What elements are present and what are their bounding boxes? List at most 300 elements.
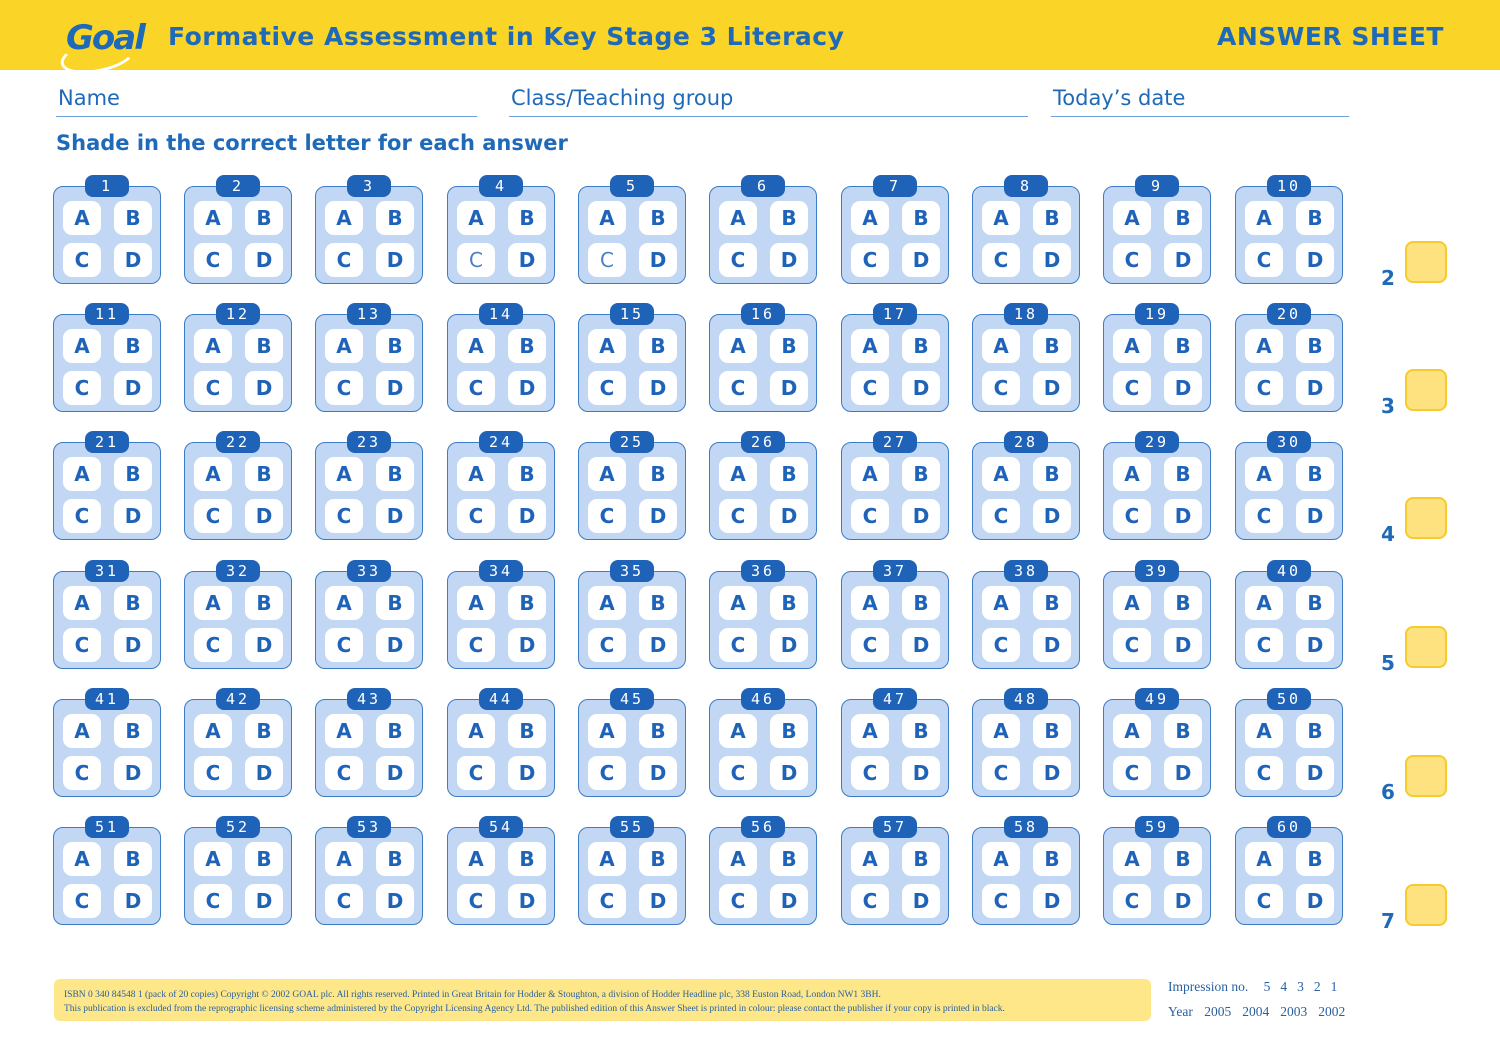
option-d-bubble[interactable]: D bbox=[1033, 243, 1071, 277]
question-1 bbox=[53, 177, 161, 284]
option-d-bubble[interactable]: D bbox=[770, 756, 808, 790]
answer-sheet-label: ANSWER SHEET bbox=[1216, 22, 1444, 51]
option-a-bubble[interactable]: A bbox=[1245, 457, 1283, 491]
option-b-bubble[interactable]: B bbox=[639, 842, 677, 876]
option-d-bubble[interactable]: D bbox=[245, 371, 283, 405]
option-a-bubble[interactable]: A bbox=[982, 586, 1020, 620]
question-number: 24 bbox=[479, 431, 523, 453]
option-a-bubble[interactable]: A bbox=[588, 586, 626, 620]
question-21 bbox=[53, 433, 161, 540]
option-c-bubble[interactable]: C bbox=[63, 371, 101, 405]
option-a-bubble[interactable]: A bbox=[1113, 714, 1151, 748]
score-box[interactable] bbox=[1405, 497, 1447, 539]
option-c-bubble[interactable]: C bbox=[457, 499, 495, 533]
question-47 bbox=[841, 690, 949, 797]
option-c-bubble[interactable]: C bbox=[1245, 756, 1283, 790]
option-a-bubble[interactable]: A bbox=[325, 842, 363, 876]
option-a-bubble[interactable]: A bbox=[719, 201, 757, 235]
option-b-bubble[interactable]: B bbox=[114, 457, 152, 491]
question-41 bbox=[53, 690, 161, 797]
option-c-bubble[interactable]: C bbox=[63, 884, 101, 918]
score-label: 4 bbox=[1381, 522, 1395, 546]
option-d-bubble[interactable]: D bbox=[1033, 499, 1071, 533]
option-b-bubble[interactable]: B bbox=[1033, 842, 1071, 876]
question-number: 7 bbox=[873, 175, 917, 197]
score-box[interactable] bbox=[1405, 626, 1447, 668]
option-d-bubble[interactable]: D bbox=[1164, 243, 1202, 277]
question-39 bbox=[1103, 562, 1211, 669]
option-c-bubble[interactable]: C bbox=[1245, 243, 1283, 277]
question-number: 40 bbox=[1267, 560, 1311, 582]
option-b-bubble[interactable]: B bbox=[770, 714, 808, 748]
option-c-bubble[interactable]: C bbox=[457, 884, 495, 918]
question-57 bbox=[841, 818, 949, 925]
option-c-bubble[interactable]: C bbox=[63, 756, 101, 790]
date-label: Today’s date bbox=[1053, 86, 1186, 110]
option-a-bubble[interactable]: A bbox=[1113, 457, 1151, 491]
option-c-bubble[interactable]: C bbox=[719, 884, 757, 918]
option-c-bubble[interactable]: C bbox=[457, 628, 495, 662]
option-d-bubble[interactable]: D bbox=[1033, 371, 1071, 405]
option-d-bubble[interactable]: D bbox=[376, 371, 414, 405]
option-c-bubble[interactable]: C bbox=[325, 628, 363, 662]
option-d-bubble[interactable]: D bbox=[639, 243, 677, 277]
option-c-bubble[interactable]: C bbox=[325, 884, 363, 918]
option-d-bubble[interactable]: D bbox=[1033, 628, 1071, 662]
option-a-bubble[interactable]: A bbox=[851, 329, 889, 363]
option-d-bubble[interactable]: D bbox=[902, 884, 940, 918]
option-b-bubble[interactable]: B bbox=[1296, 714, 1334, 748]
option-a-bubble[interactable]: A bbox=[63, 714, 101, 748]
option-a-bubble[interactable]: A bbox=[588, 201, 626, 235]
option-a-bubble[interactable]: A bbox=[325, 201, 363, 235]
option-c-bubble[interactable]: C bbox=[325, 756, 363, 790]
question-number: 41 bbox=[85, 688, 129, 710]
option-c-bubble[interactable]: C bbox=[719, 628, 757, 662]
option-c-bubble[interactable]: C bbox=[1113, 756, 1151, 790]
option-d-bubble[interactable]: D bbox=[902, 628, 940, 662]
option-b-bubble[interactable]: B bbox=[1164, 201, 1202, 235]
question-44 bbox=[447, 690, 555, 797]
option-a-bubble[interactable]: A bbox=[588, 457, 626, 491]
option-d-bubble[interactable]: D bbox=[902, 243, 940, 277]
question-43 bbox=[315, 690, 423, 797]
option-b-bubble[interactable]: B bbox=[508, 329, 546, 363]
question-number: 13 bbox=[347, 303, 391, 325]
option-a-bubble[interactable]: A bbox=[982, 201, 1020, 235]
option-b-bubble[interactable]: B bbox=[1164, 586, 1202, 620]
option-c-bubble[interactable]: C bbox=[1113, 628, 1151, 662]
option-c-bubble[interactable]: C bbox=[457, 243, 495, 277]
option-d-bubble[interactable]: D bbox=[1164, 628, 1202, 662]
option-c-bubble[interactable]: C bbox=[851, 884, 889, 918]
option-a-bubble[interactable]: A bbox=[1245, 714, 1283, 748]
option-c-bubble[interactable]: C bbox=[588, 756, 626, 790]
option-d-bubble[interactable]: D bbox=[114, 884, 152, 918]
option-b-bubble[interactable]: B bbox=[508, 586, 546, 620]
option-b-bubble[interactable]: B bbox=[1296, 457, 1334, 491]
option-c-bubble[interactable]: C bbox=[588, 371, 626, 405]
option-b-bubble[interactable]: B bbox=[114, 329, 152, 363]
option-c-bubble[interactable]: C bbox=[1245, 499, 1283, 533]
option-c-bubble[interactable]: C bbox=[588, 243, 626, 277]
option-b-bubble[interactable]: B bbox=[245, 842, 283, 876]
option-d-bubble[interactable]: D bbox=[639, 756, 677, 790]
option-a-bubble[interactable]: A bbox=[63, 586, 101, 620]
question-46 bbox=[709, 690, 817, 797]
question-15 bbox=[578, 305, 686, 412]
option-b-bubble[interactable]: B bbox=[639, 329, 677, 363]
option-d-bubble[interactable]: D bbox=[508, 243, 546, 277]
option-d-bubble[interactable]: D bbox=[114, 756, 152, 790]
option-a-bubble[interactable]: A bbox=[982, 457, 1020, 491]
option-a-bubble[interactable]: A bbox=[457, 201, 495, 235]
score-label: 6 bbox=[1381, 780, 1395, 804]
question-4 bbox=[447, 177, 555, 284]
question-number: 50 bbox=[1267, 688, 1311, 710]
option-d-bubble[interactable]: D bbox=[245, 884, 283, 918]
option-a-bubble[interactable]: A bbox=[982, 329, 1020, 363]
option-a-bubble[interactable]: A bbox=[851, 842, 889, 876]
header-bar bbox=[0, 0, 1500, 70]
option-b-bubble[interactable]: B bbox=[508, 201, 546, 235]
option-a-bubble[interactable]: A bbox=[194, 842, 232, 876]
option-c-bubble[interactable]: C bbox=[325, 499, 363, 533]
option-c-bubble[interactable]: C bbox=[1245, 884, 1283, 918]
option-b-bubble[interactable]: B bbox=[1033, 586, 1071, 620]
option-d-bubble[interactable]: D bbox=[245, 756, 283, 790]
option-b-bubble[interactable]: B bbox=[114, 842, 152, 876]
question-number: 4 bbox=[479, 175, 523, 197]
question-29 bbox=[1103, 433, 1211, 540]
option-d-bubble[interactable]: D bbox=[770, 371, 808, 405]
option-b-bubble[interactable]: B bbox=[1296, 586, 1334, 620]
question-number: 5 bbox=[610, 175, 654, 197]
option-a-bubble[interactable]: A bbox=[1113, 842, 1151, 876]
option-d-bubble[interactable]: D bbox=[1296, 756, 1334, 790]
option-c-bubble[interactable]: C bbox=[982, 756, 1020, 790]
question-number: 34 bbox=[479, 560, 523, 582]
option-b-bubble[interactable]: B bbox=[114, 714, 152, 748]
option-d-bubble[interactable]: D bbox=[376, 628, 414, 662]
option-b-bubble[interactable]: B bbox=[639, 457, 677, 491]
option-d-bubble[interactable]: D bbox=[114, 371, 152, 405]
option-c-bubble[interactable]: C bbox=[982, 371, 1020, 405]
option-d-bubble[interactable]: D bbox=[1164, 499, 1202, 533]
option-c-bubble[interactable]: C bbox=[982, 628, 1020, 662]
option-c-bubble[interactable]: C bbox=[588, 499, 626, 533]
option-a-bubble[interactable]: A bbox=[457, 842, 495, 876]
option-c-bubble[interactable]: C bbox=[982, 243, 1020, 277]
score-box[interactable] bbox=[1405, 369, 1447, 411]
option-c-bubble[interactable]: C bbox=[851, 371, 889, 405]
impression-label: Impression no. bbox=[1168, 979, 1249, 994]
question-number: 2 bbox=[216, 175, 260, 197]
option-d-bubble[interactable]: D bbox=[902, 756, 940, 790]
option-c-bubble[interactable]: C bbox=[194, 499, 232, 533]
option-a-bubble[interactable]: A bbox=[588, 714, 626, 748]
option-b-bubble[interactable]: B bbox=[376, 586, 414, 620]
option-a-bubble[interactable]: A bbox=[325, 714, 363, 748]
option-b-bubble[interactable]: B bbox=[1296, 329, 1334, 363]
option-d-bubble[interactable]: D bbox=[1164, 756, 1202, 790]
question-number: 21 bbox=[85, 431, 129, 453]
option-a-bubble[interactable]: A bbox=[325, 586, 363, 620]
option-c-bubble[interactable]: C bbox=[63, 628, 101, 662]
option-c-bubble[interactable]: C bbox=[194, 756, 232, 790]
question-53 bbox=[315, 818, 423, 925]
option-b-bubble[interactable]: B bbox=[245, 714, 283, 748]
question-30 bbox=[1235, 433, 1343, 540]
option-b-bubble[interactable]: B bbox=[114, 201, 152, 235]
option-c-bubble[interactable]: C bbox=[851, 756, 889, 790]
option-d-bubble[interactable]: D bbox=[770, 628, 808, 662]
option-d-bubble[interactable]: D bbox=[376, 243, 414, 277]
option-a-bubble[interactable]: A bbox=[719, 329, 757, 363]
option-c-bubble[interactable]: C bbox=[851, 243, 889, 277]
option-a-bubble[interactable]: A bbox=[457, 329, 495, 363]
option-d-bubble[interactable]: D bbox=[1296, 243, 1334, 277]
option-d-bubble[interactable]: D bbox=[770, 243, 808, 277]
option-d-bubble[interactable]: D bbox=[639, 884, 677, 918]
option-d-bubble[interactable]: D bbox=[376, 884, 414, 918]
option-d-bubble[interactable]: D bbox=[1296, 499, 1334, 533]
option-a-bubble[interactable]: A bbox=[1113, 586, 1151, 620]
year-number: 2003 bbox=[1280, 1004, 1308, 1019]
option-d-bubble[interactable]: D bbox=[508, 499, 546, 533]
option-a-bubble[interactable]: A bbox=[325, 329, 363, 363]
option-b-bubble[interactable]: B bbox=[508, 842, 546, 876]
option-b-bubble[interactable]: B bbox=[245, 201, 283, 235]
option-d-bubble[interactable]: D bbox=[245, 499, 283, 533]
option-b-bubble[interactable]: B bbox=[1033, 201, 1071, 235]
option-c-bubble[interactable]: C bbox=[194, 628, 232, 662]
option-d-bubble[interactable]: D bbox=[902, 499, 940, 533]
option-c-bubble[interactable]: C bbox=[719, 371, 757, 405]
option-b-bubble[interactable]: B bbox=[902, 201, 940, 235]
score-box[interactable] bbox=[1405, 884, 1447, 926]
option-d-bubble[interactable]: D bbox=[1164, 371, 1202, 405]
option-c-bubble[interactable]: C bbox=[1113, 243, 1151, 277]
option-d-bubble[interactable]: D bbox=[508, 371, 546, 405]
question-number: 46 bbox=[741, 688, 785, 710]
option-b-bubble[interactable]: B bbox=[770, 586, 808, 620]
option-d-bubble[interactable]: D bbox=[376, 756, 414, 790]
option-d-bubble[interactable]: D bbox=[245, 628, 283, 662]
option-a-bubble[interactable]: A bbox=[851, 714, 889, 748]
option-d-bubble[interactable]: D bbox=[639, 499, 677, 533]
option-c-bubble[interactable]: C bbox=[851, 499, 889, 533]
option-c-bubble[interactable]: C bbox=[63, 499, 101, 533]
option-d-bubble[interactable]: D bbox=[639, 628, 677, 662]
option-b-bubble[interactable]: B bbox=[1033, 329, 1071, 363]
option-d-bubble[interactable]: D bbox=[639, 371, 677, 405]
option-b-bubble[interactable]: B bbox=[1164, 457, 1202, 491]
option-d-bubble[interactable]: D bbox=[1296, 884, 1334, 918]
option-d-bubble[interactable]: D bbox=[770, 499, 808, 533]
date-field[interactable] bbox=[1051, 84, 1349, 117]
question-number: 36 bbox=[741, 560, 785, 582]
option-a-bubble[interactable]: A bbox=[457, 457, 495, 491]
question-number: 54 bbox=[479, 816, 523, 838]
option-c-bubble[interactable]: C bbox=[457, 756, 495, 790]
option-a-bubble[interactable]: A bbox=[851, 457, 889, 491]
option-c-bubble[interactable]: C bbox=[719, 756, 757, 790]
option-a-bubble[interactable]: A bbox=[719, 586, 757, 620]
option-a-bubble[interactable]: A bbox=[63, 201, 101, 235]
option-b-bubble[interactable]: B bbox=[1296, 842, 1334, 876]
option-a-bubble[interactable]: A bbox=[63, 842, 101, 876]
option-c-bubble[interactable]: C bbox=[719, 499, 757, 533]
option-b-bubble[interactable]: B bbox=[1033, 457, 1071, 491]
option-c-bubble[interactable]: C bbox=[194, 884, 232, 918]
option-b-bubble[interactable]: B bbox=[639, 201, 677, 235]
option-d-bubble[interactable]: D bbox=[1296, 628, 1334, 662]
option-b-bubble[interactable]: B bbox=[114, 586, 152, 620]
question-number: 27 bbox=[873, 431, 917, 453]
option-c-bubble[interactable]: C bbox=[982, 499, 1020, 533]
option-c-bubble[interactable]: C bbox=[1245, 628, 1283, 662]
option-b-bubble[interactable]: B bbox=[508, 714, 546, 748]
option-b-bubble[interactable]: B bbox=[639, 586, 677, 620]
option-d-bubble[interactable]: D bbox=[245, 243, 283, 277]
option-a-bubble[interactable]: A bbox=[1113, 201, 1151, 235]
score-box[interactable] bbox=[1405, 241, 1447, 283]
option-a-bubble[interactable]: A bbox=[851, 201, 889, 235]
option-c-bubble[interactable]: C bbox=[851, 628, 889, 662]
question-number: 19 bbox=[1135, 303, 1179, 325]
option-d-bubble[interactable]: D bbox=[902, 371, 940, 405]
option-c-bubble[interactable]: C bbox=[325, 371, 363, 405]
option-c-bubble[interactable]: C bbox=[982, 884, 1020, 918]
option-d-bubble[interactable]: D bbox=[770, 884, 808, 918]
impression-number: 3 bbox=[1297, 979, 1304, 994]
class-group-field[interactable] bbox=[509, 84, 1028, 117]
option-c-bubble[interactable]: C bbox=[325, 243, 363, 277]
option-b-bubble[interactable]: B bbox=[770, 329, 808, 363]
option-d-bubble[interactable]: D bbox=[114, 499, 152, 533]
option-b-bubble[interactable]: B bbox=[245, 329, 283, 363]
option-a-bubble[interactable]: A bbox=[194, 714, 232, 748]
option-b-bubble[interactable]: B bbox=[245, 457, 283, 491]
option-b-bubble[interactable]: B bbox=[902, 329, 940, 363]
option-b-bubble[interactable]: B bbox=[902, 714, 940, 748]
question-number: 25 bbox=[610, 431, 654, 453]
option-a-bubble[interactable]: A bbox=[1113, 329, 1151, 363]
option-a-bubble[interactable]: A bbox=[982, 842, 1020, 876]
question-number: 44 bbox=[479, 688, 523, 710]
option-b-bubble[interactable]: B bbox=[376, 457, 414, 491]
option-b-bubble[interactable]: B bbox=[770, 842, 808, 876]
option-b-bubble[interactable]: B bbox=[245, 586, 283, 620]
option-b-bubble[interactable]: B bbox=[770, 457, 808, 491]
option-a-bubble[interactable]: A bbox=[1245, 842, 1283, 876]
question-25 bbox=[578, 433, 686, 540]
option-a-bubble[interactable]: A bbox=[588, 329, 626, 363]
option-a-bubble[interactable]: A bbox=[325, 457, 363, 491]
option-c-bubble[interactable]: C bbox=[588, 628, 626, 662]
option-a-bubble[interactable]: A bbox=[63, 457, 101, 491]
question-number: 29 bbox=[1135, 431, 1179, 453]
question-10 bbox=[1235, 177, 1343, 284]
option-b-bubble[interactable]: B bbox=[902, 457, 940, 491]
option-a-bubble[interactable]: A bbox=[194, 201, 232, 235]
option-a-bubble[interactable]: A bbox=[457, 586, 495, 620]
option-c-bubble[interactable]: C bbox=[457, 371, 495, 405]
question-number: 42 bbox=[216, 688, 260, 710]
option-c-bubble[interactable]: C bbox=[1245, 371, 1283, 405]
option-d-bubble[interactable]: D bbox=[1033, 884, 1071, 918]
option-d-bubble[interactable]: D bbox=[508, 756, 546, 790]
option-c-bubble[interactable]: C bbox=[588, 884, 626, 918]
option-a-bubble[interactable]: A bbox=[719, 842, 757, 876]
option-c-bubble[interactable]: C bbox=[63, 243, 101, 277]
option-d-bubble[interactable]: D bbox=[114, 628, 152, 662]
option-d-bubble[interactable]: D bbox=[1164, 884, 1202, 918]
score-label: 3 bbox=[1381, 394, 1395, 418]
option-d-bubble[interactable]: D bbox=[376, 499, 414, 533]
option-b-bubble[interactable]: B bbox=[1296, 201, 1334, 235]
option-a-bubble[interactable]: A bbox=[982, 714, 1020, 748]
option-a-bubble[interactable]: A bbox=[194, 586, 232, 620]
option-d-bubble[interactable]: D bbox=[508, 628, 546, 662]
option-d-bubble[interactable]: D bbox=[1033, 756, 1071, 790]
option-b-bubble[interactable]: B bbox=[376, 201, 414, 235]
option-b-bubble[interactable]: B bbox=[508, 457, 546, 491]
question-number: 32 bbox=[216, 560, 260, 582]
option-b-bubble[interactable]: B bbox=[1164, 714, 1202, 748]
option-a-bubble[interactable]: A bbox=[1245, 586, 1283, 620]
option-b-bubble[interactable]: B bbox=[376, 714, 414, 748]
option-b-bubble[interactable]: B bbox=[376, 842, 414, 876]
option-a-bubble[interactable]: A bbox=[63, 329, 101, 363]
question-28 bbox=[972, 433, 1080, 540]
option-a-bubble[interactable]: A bbox=[194, 329, 232, 363]
option-a-bubble[interactable]: A bbox=[1245, 329, 1283, 363]
option-c-bubble[interactable]: C bbox=[1113, 499, 1151, 533]
name-field[interactable] bbox=[56, 84, 477, 117]
option-c-bubble[interactable]: C bbox=[1113, 371, 1151, 405]
question-number: 6 bbox=[741, 175, 785, 197]
option-d-bubble[interactable]: D bbox=[508, 884, 546, 918]
option-b-bubble[interactable]: B bbox=[1164, 842, 1202, 876]
option-a-bubble[interactable]: A bbox=[851, 586, 889, 620]
option-b-bubble[interactable]: B bbox=[376, 329, 414, 363]
option-a-bubble[interactable]: A bbox=[457, 714, 495, 748]
option-b-bubble[interactable]: B bbox=[1164, 329, 1202, 363]
question-number: 37 bbox=[873, 560, 917, 582]
option-b-bubble[interactable]: B bbox=[770, 201, 808, 235]
option-c-bubble[interactable]: C bbox=[719, 243, 757, 277]
score-box[interactable] bbox=[1405, 755, 1447, 797]
question-18 bbox=[972, 305, 1080, 412]
option-d-bubble[interactable]: D bbox=[1296, 371, 1334, 405]
question-59 bbox=[1103, 818, 1211, 925]
option-a-bubble[interactable]: A bbox=[194, 457, 232, 491]
option-b-bubble[interactable]: B bbox=[902, 586, 940, 620]
option-a-bubble[interactable]: A bbox=[719, 714, 757, 748]
option-d-bubble[interactable]: D bbox=[114, 243, 152, 277]
option-c-bubble[interactable]: C bbox=[194, 243, 232, 277]
option-c-bubble[interactable]: C bbox=[194, 371, 232, 405]
option-b-bubble[interactable]: B bbox=[639, 714, 677, 748]
option-b-bubble[interactable]: B bbox=[1033, 714, 1071, 748]
option-a-bubble[interactable]: A bbox=[1245, 201, 1283, 235]
option-c-bubble[interactable]: C bbox=[1113, 884, 1151, 918]
option-a-bubble[interactable]: A bbox=[588, 842, 626, 876]
option-b-bubble[interactable]: B bbox=[902, 842, 940, 876]
option-a-bubble[interactable]: A bbox=[719, 457, 757, 491]
